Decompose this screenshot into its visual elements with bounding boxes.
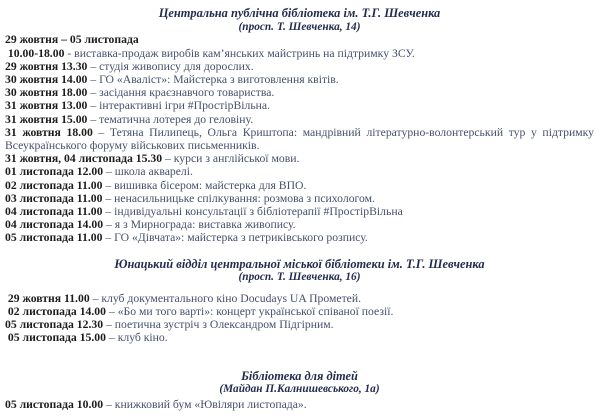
event-line <box>5 205 594 218</box>
section-title: Центральна публічна бібліотека ім. Т.Г. Шевченка <box>158 6 441 20</box>
event-line <box>5 47 594 60</box>
event-line <box>5 33 594 46</box>
event-line <box>5 192 594 205</box>
event-separator: – <box>87 99 100 113</box>
event-date: 02 листопада 14.00 <box>5 305 106 319</box>
event-line <box>5 318 594 331</box>
event-separator: – <box>92 125 110 139</box>
event-date: 29 жовтня 11.00 <box>5 291 90 305</box>
event-line <box>5 231 594 244</box>
event-separator: – <box>102 178 115 192</box>
event-separator: – <box>102 204 115 218</box>
event-description: клуб документального кіно Docudays UA Прометей. <box>101 291 362 305</box>
event-separator: – <box>103 318 115 332</box>
section-title: Бібліотека для дітей <box>241 368 358 383</box>
event-separator: – <box>89 291 102 305</box>
event-description: інтерактивні ігри #ПростірВільна. <box>99 99 271 113</box>
event-line <box>5 292 594 305</box>
section-address: (просп. Т. Шевченка, 14) <box>238 20 361 33</box>
event-description: індивідуальні консультації з бібліотерапії #ПростірВільна <box>114 204 403 218</box>
event-separator: – <box>87 86 100 100</box>
event-description: ГО «Дівчата»: майстерка з петриківського розпису. <box>114 231 368 245</box>
section-address: (Майдан П.Калнишевського, 1а) <box>219 383 380 396</box>
event-date: 05 листопада 11.00 <box>5 231 103 245</box>
event-separator: – <box>106 331 118 345</box>
event-description: я з Мирнограда: виставка живопису. <box>114 218 296 232</box>
event-separator: – <box>102 191 115 205</box>
event-separator: – <box>102 231 115 245</box>
event-separator: – <box>103 165 115 179</box>
event-date: 01 листопада 12.00 <box>5 165 104 179</box>
event-description: тематична лотерея до геловіну. <box>99 112 254 126</box>
event-description: «Бо ми того варті»: концерт української співаної поезії. <box>117 305 394 319</box>
event-description: поетична зустріч з Олександром Підгірним. <box>114 318 334 332</box>
event-date: 04 листопада 11.00 <box>5 204 103 218</box>
event-date: 30 жовтня 14.00 <box>5 72 88 86</box>
event-line <box>5 179 594 192</box>
section-title: Юнацький відділ центральної міської бібліотеки ім. Т.Г. Шевченка <box>114 256 485 271</box>
event-description: клуб кіно. <box>117 331 168 345</box>
event-date: 03 листопада 11.00 <box>5 191 103 205</box>
event-separator: – <box>103 397 115 411</box>
event-date: 31 жовтня 18.00 <box>5 125 93 139</box>
event-separator: - <box>64 46 75 60</box>
event-separator: – <box>87 72 100 86</box>
event-date: 31 жовтня 13.00 <box>5 99 88 113</box>
event-line <box>5 113 594 126</box>
event-line <box>5 86 594 99</box>
event-date: 10.00-18.00 <box>5 46 65 60</box>
event-date: 29 жовтня 13.30 <box>5 59 88 73</box>
event-description: виставка-продаж виробів кам’янських майстринь на підтримку ЗСУ. <box>74 46 415 60</box>
section-central-library <box>5 6 597 245</box>
event-line <box>5 152 594 165</box>
event-date: 05 листопада 10.00 <box>5 397 104 411</box>
event-line <box>5 218 594 231</box>
event-date: 30 жовтня 18.00 <box>5 86 88 100</box>
event-description: курси з англійської мови. <box>173 152 300 166</box>
event-description: школа акварелі. <box>114 165 193 179</box>
event-description: книжковий бум «Ювіляри листопада». <box>114 397 307 411</box>
section-address: (просп. Т. Шевченка, 16) <box>238 271 361 284</box>
event-separator: – <box>106 305 118 319</box>
event-separator: – <box>162 152 174 166</box>
event-list <box>5 398 594 411</box>
event-line <box>5 165 594 178</box>
event-description: Тетяна Пилипець, Ольга Криштопа: мандрівний літературно-волонтерський тур у підтримку Всеукраїнського форуму військових письменників. <box>5 125 597 152</box>
event-date: 05 листопада 15.00 <box>5 331 106 345</box>
event-description: засідання краєзнавчого товариства. <box>99 86 275 100</box>
event-line <box>5 398 594 411</box>
event-separator: – <box>103 218 115 232</box>
section-youth-department <box>5 257 594 345</box>
event-line <box>5 305 594 318</box>
event-line <box>5 125 597 152</box>
event-separator: – <box>87 59 100 73</box>
event-date: 31 жовтня, 04 листопада 15.30 <box>5 152 163 166</box>
event-date: 05 листопада 12.30 <box>5 318 104 332</box>
event-list <box>5 33 597 245</box>
event-date: 04 листопада 14.00 <box>5 218 104 232</box>
event-date: 31 жовтня 15.00 <box>5 112 88 126</box>
event-separator: – <box>87 112 100 126</box>
section-children-library <box>5 369 594 412</box>
event-description: вишивка бісером: майстерка для ВПО. <box>114 178 307 192</box>
event-line <box>5 60 594 73</box>
event-list <box>5 292 594 345</box>
event-line <box>5 73 594 86</box>
event-line <box>5 331 594 344</box>
event-description: студія живопису для дорослих. <box>99 59 254 73</box>
event-date: 02 листопада 11.00 <box>5 178 103 192</box>
event-description: ГО «Аваліст»: Майстерка з виготовлення квітів. <box>99 72 339 86</box>
event-description: ненасильницьке спілкування: розмова з психологом. <box>114 191 375 205</box>
event-date: 29 жовтня – 05 листопада <box>5 33 139 47</box>
event-line <box>5 99 594 112</box>
